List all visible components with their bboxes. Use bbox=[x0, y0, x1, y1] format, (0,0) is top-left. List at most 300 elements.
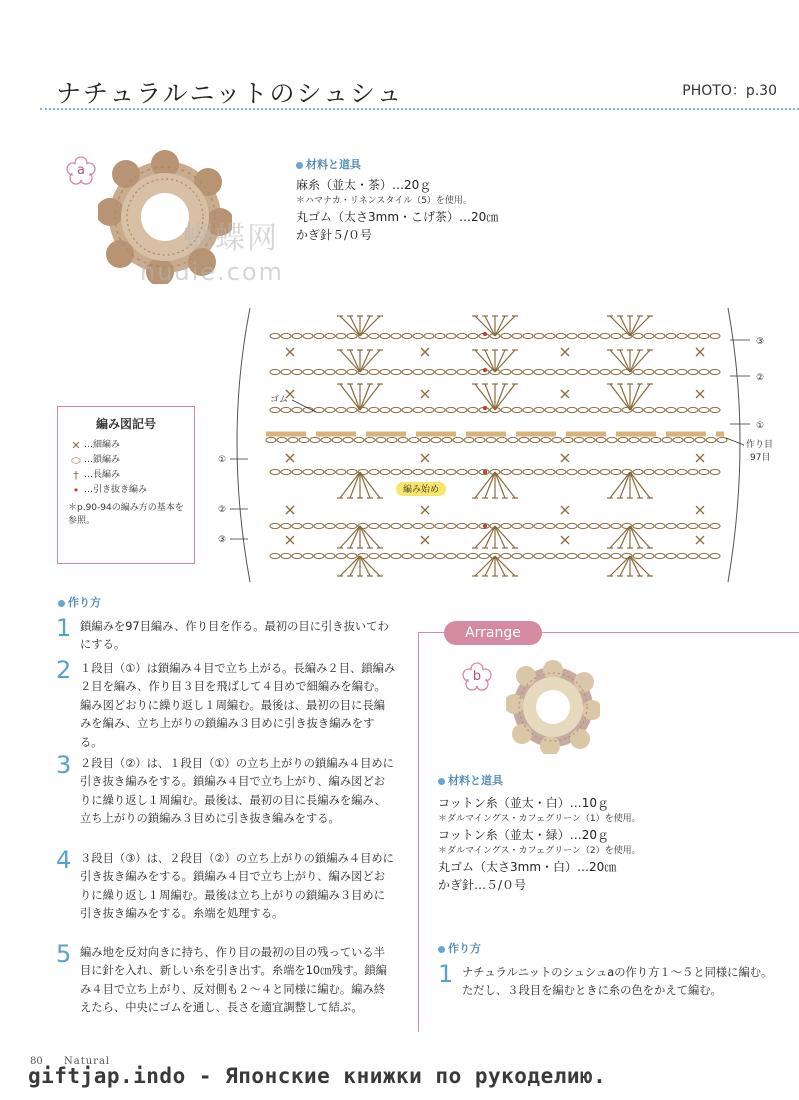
double-crochet bbox=[475, 472, 495, 498]
chain-stitch bbox=[468, 369, 478, 374]
double-crochet bbox=[350, 526, 360, 548]
double-crochet bbox=[360, 350, 370, 372]
scrunchie-b-photo bbox=[506, 660, 600, 754]
bullet-icon bbox=[58, 600, 65, 607]
foundation-chain bbox=[431, 437, 441, 442]
foundation-chain bbox=[706, 437, 716, 442]
step-number: 5 bbox=[56, 940, 72, 968]
chain-stitch bbox=[413, 407, 423, 412]
chain-stitch bbox=[446, 369, 456, 374]
chain-stitch bbox=[270, 333, 280, 338]
chain-stitch bbox=[688, 553, 698, 558]
double-crochet bbox=[630, 472, 640, 498]
chain-stitch bbox=[457, 333, 467, 338]
watermark-url: hudie.com bbox=[140, 258, 284, 286]
foundation-chain bbox=[640, 437, 650, 442]
material-line: コットン糸（並太・白）…10ｇ bbox=[438, 796, 610, 810]
legend-item: † …長編み bbox=[68, 468, 184, 483]
chain-stitch bbox=[413, 523, 423, 528]
chain-stitch bbox=[325, 523, 335, 528]
double-crochet bbox=[610, 316, 630, 336]
chain-stitch bbox=[457, 469, 467, 474]
step-number: 1 bbox=[438, 960, 454, 988]
row-label-1-left: ① bbox=[218, 455, 227, 465]
double-crochet bbox=[630, 556, 650, 576]
chain-stitch bbox=[424, 333, 434, 338]
step-number: 3 bbox=[56, 751, 72, 779]
single-crochet bbox=[561, 454, 569, 462]
foundation-chain bbox=[453, 437, 463, 442]
step-text: ３段目（③）は、２段目（②）の立ち上がりの鎖編み４目めに引き抜き編みをする。鎖編み４目で立ち上がり、編み図どおりに繰り返し１周編む。最後は立ち上がりの鎖編み３目めに引き抜き編みをする。糸端を処理する。 bbox=[80, 852, 394, 921]
chain-stitch bbox=[413, 333, 423, 338]
foundation-chain bbox=[596, 437, 606, 442]
chain-stitch bbox=[699, 523, 709, 528]
chain-stitch bbox=[292, 469, 302, 474]
double-crochet bbox=[360, 556, 370, 576]
chain-stitch bbox=[545, 369, 555, 374]
double-crochet bbox=[360, 350, 380, 372]
chain-stitch bbox=[545, 333, 555, 338]
material-line: かぎ針…５/０号 bbox=[438, 878, 527, 892]
stitch-legend bbox=[57, 406, 195, 564]
double-crochet bbox=[350, 384, 360, 410]
chain-stitch-icon: ⬭ bbox=[71, 454, 81, 467]
chain-stitch bbox=[710, 333, 720, 338]
chain-stitch bbox=[468, 553, 478, 558]
legend-note: ＊p.90-94の編み方の基本を参照。 bbox=[68, 503, 184, 526]
chain-stitch bbox=[655, 333, 665, 338]
badge-letter: b bbox=[472, 669, 482, 684]
watermark-text: 蝴蝶网 bbox=[183, 221, 279, 256]
double-crochet bbox=[630, 350, 650, 372]
chain-stitch bbox=[567, 407, 577, 412]
chain-stitch bbox=[413, 469, 423, 474]
double-crochet bbox=[620, 526, 630, 548]
chain-stitch bbox=[446, 523, 456, 528]
chain-stitch bbox=[600, 407, 610, 412]
double-crochet bbox=[340, 350, 360, 372]
foundation-chain bbox=[420, 437, 430, 442]
chain-stitch bbox=[589, 553, 599, 558]
slip-stitch bbox=[483, 332, 487, 336]
foundation-chain bbox=[464, 437, 474, 442]
foundation-count: 97目 bbox=[750, 453, 771, 463]
foundation-chain bbox=[585, 437, 595, 442]
single-crochet bbox=[561, 348, 569, 356]
chain-stitch bbox=[369, 523, 379, 528]
double-crochet bbox=[475, 526, 495, 548]
material-line: 麻糸（並太・茶）…20ｇ bbox=[296, 178, 432, 192]
double-crochet bbox=[360, 384, 370, 410]
foundation-chain bbox=[673, 437, 683, 442]
chain-stitch bbox=[578, 523, 588, 528]
chain-stitch bbox=[369, 553, 379, 558]
chain-stitch bbox=[512, 333, 522, 338]
double-crochet bbox=[495, 384, 505, 410]
chain-stitch bbox=[512, 523, 522, 528]
chain-stitch bbox=[468, 469, 478, 474]
chain-stitch bbox=[556, 553, 566, 558]
title-divider bbox=[40, 108, 799, 110]
bullet-icon bbox=[438, 778, 445, 785]
chain-stitch bbox=[567, 553, 577, 558]
chain-stitch bbox=[391, 369, 401, 374]
chain-stitch bbox=[633, 333, 643, 338]
step-text: 鎖編みを97目編み、作り目を作る。最初の目に引き抜いてわにする。 bbox=[80, 620, 389, 652]
chain-stitch bbox=[512, 469, 522, 474]
chain-stitch bbox=[567, 369, 577, 374]
chain-stitch bbox=[534, 553, 544, 558]
material-line: コットン糸（並太・緑）…20ｇ bbox=[438, 828, 610, 842]
chain-stitch bbox=[556, 369, 566, 374]
single-crochet bbox=[421, 536, 429, 544]
foundation-chain bbox=[354, 437, 364, 442]
chain-stitch bbox=[666, 469, 676, 474]
chain-stitch bbox=[501, 523, 511, 528]
chain-stitch bbox=[435, 407, 445, 412]
chain-stitch bbox=[402, 407, 412, 412]
page-title: ナチュラルニットのシュシュ bbox=[56, 79, 404, 108]
foundation-chain bbox=[365, 437, 375, 442]
chain-stitch bbox=[391, 523, 401, 528]
chain-stitch bbox=[402, 369, 412, 374]
chain-stitch bbox=[710, 407, 720, 412]
chain-stitch bbox=[380, 469, 390, 474]
chain-stitch bbox=[710, 369, 720, 374]
chain-stitch bbox=[523, 553, 533, 558]
step-number: 2 bbox=[56, 656, 72, 684]
badge-letter: a bbox=[77, 163, 85, 178]
chain-stitch bbox=[688, 407, 698, 412]
chain-stitch bbox=[644, 369, 654, 374]
double-crochet bbox=[340, 526, 360, 548]
chain-stitch bbox=[512, 369, 522, 374]
double-crochet-icon: † bbox=[73, 469, 79, 482]
double-crochet bbox=[630, 316, 650, 336]
chain-stitch bbox=[644, 469, 654, 474]
slip-stitch-icon: • bbox=[72, 484, 80, 497]
double-crochet bbox=[630, 384, 640, 410]
chain-stitch bbox=[534, 369, 544, 374]
double-crochet bbox=[495, 350, 505, 372]
chain-stitch bbox=[600, 523, 610, 528]
chain-stitch bbox=[424, 553, 434, 558]
double-crochet bbox=[620, 384, 630, 410]
double-crochet bbox=[495, 350, 515, 372]
chain-stitch bbox=[402, 469, 412, 474]
chain-stitch bbox=[534, 523, 544, 528]
foundation-chain bbox=[574, 437, 584, 442]
material-note: ＊ダルマイングス・カフェグリーン（1）を使用。 bbox=[438, 814, 641, 824]
foundation-chain bbox=[497, 437, 507, 442]
chain-stitch bbox=[270, 553, 280, 558]
double-crochet bbox=[340, 472, 360, 498]
chain-stitch bbox=[556, 523, 566, 528]
chain-stitch bbox=[600, 333, 610, 338]
single-crochet bbox=[696, 536, 704, 544]
chain-stitch bbox=[402, 523, 412, 528]
double-crochet bbox=[360, 384, 380, 410]
foundation-chain bbox=[541, 437, 551, 442]
chain-stitch bbox=[457, 407, 467, 412]
arrange-label: Arrange bbox=[444, 621, 542, 645]
chart-right-border bbox=[728, 308, 740, 582]
slip-stitch bbox=[483, 406, 487, 410]
chain-stitch bbox=[347, 333, 357, 338]
foundation-chain bbox=[277, 437, 287, 442]
legend-item: ✕ …細編み bbox=[68, 438, 184, 453]
chain-stitch bbox=[314, 333, 324, 338]
chain-stitch bbox=[633, 523, 643, 528]
chain-stitch bbox=[336, 553, 346, 558]
foundation-label: 作り目 bbox=[746, 440, 774, 450]
chain-stitch bbox=[391, 469, 401, 474]
double-crochet bbox=[360, 316, 370, 336]
rubber-pointer bbox=[292, 400, 316, 412]
chain-stitch bbox=[534, 407, 544, 412]
chain-stitch bbox=[435, 469, 445, 474]
chain-stitch bbox=[413, 553, 423, 558]
chain-stitch bbox=[655, 553, 665, 558]
chain-stitch bbox=[545, 523, 555, 528]
chain-stitch bbox=[578, 369, 588, 374]
chain-stitch bbox=[611, 407, 621, 412]
row-label-3-left: ③ bbox=[218, 535, 227, 545]
chain-stitch bbox=[501, 333, 511, 338]
method-step bbox=[56, 751, 396, 829]
step-number: 4 bbox=[56, 846, 72, 874]
chain-stitch bbox=[677, 469, 687, 474]
foundation-chain bbox=[387, 437, 397, 442]
foundation-chain bbox=[629, 437, 639, 442]
chain-stitch bbox=[567, 469, 577, 474]
start-label: 編み始め bbox=[403, 485, 440, 495]
chain-stitch bbox=[523, 407, 533, 412]
chain-stitch bbox=[556, 407, 566, 412]
chain-stitch bbox=[314, 523, 324, 528]
chain-stitch bbox=[523, 369, 533, 374]
rubber-label: ゴム bbox=[270, 395, 289, 405]
single-crochet bbox=[421, 390, 429, 398]
double-crochet bbox=[610, 384, 630, 410]
chain-stitch bbox=[380, 333, 390, 338]
chain-stitch bbox=[600, 369, 610, 374]
chain-stitch bbox=[578, 333, 588, 338]
chain-stitch bbox=[281, 407, 291, 412]
chain-stitch bbox=[413, 369, 423, 374]
double-crochet bbox=[630, 350, 640, 372]
chain-stitch bbox=[688, 333, 698, 338]
chain-stitch bbox=[424, 469, 434, 474]
double-crochet bbox=[620, 350, 630, 372]
chain-stitch bbox=[380, 523, 390, 528]
method-step bbox=[56, 656, 396, 752]
double-crochet bbox=[485, 472, 495, 498]
foundation-chain bbox=[717, 437, 727, 442]
chain-stitch bbox=[699, 369, 709, 374]
chain-stitch bbox=[281, 469, 291, 474]
foundation-chain bbox=[618, 437, 628, 442]
row-label-3-right: ③ bbox=[756, 337, 765, 347]
double-crochet bbox=[495, 526, 515, 548]
chain-stitch bbox=[578, 407, 588, 412]
chain-stitch bbox=[303, 469, 313, 474]
chain-stitch bbox=[501, 369, 511, 374]
step-text: 編み地を反対向きに持ち、作り目の最初の目の残っている半目に針を入れ、新しい糸を引き出す。糸端を10㎝残す。鎖編み４目で立ち上がり、反対側も２〜４と同様に編む。編み終えたら、中央にゴムを通し、長さを適宜調整して結ぶ。 bbox=[80, 946, 387, 1015]
single-crochet bbox=[696, 390, 704, 398]
single-crochet bbox=[286, 454, 294, 462]
chain-stitch bbox=[578, 469, 588, 474]
double-crochet bbox=[495, 316, 505, 336]
double-crochet bbox=[340, 556, 360, 576]
foundation-chain bbox=[563, 437, 573, 442]
chain-stitch bbox=[677, 553, 687, 558]
chain-stitch bbox=[380, 553, 390, 558]
chain-stitch bbox=[336, 469, 346, 474]
chain-stitch bbox=[281, 333, 291, 338]
double-crochet bbox=[340, 384, 360, 410]
single-crochet bbox=[421, 506, 429, 514]
double-crochet bbox=[620, 556, 630, 576]
double-crochet bbox=[495, 472, 515, 498]
chain-stitch bbox=[666, 407, 676, 412]
chain-stitch bbox=[435, 523, 445, 528]
chain-stitch bbox=[589, 469, 599, 474]
single-crochet bbox=[561, 536, 569, 544]
material-note: ＊ハマナカ・リネンスタイル（5）を使用。 bbox=[296, 196, 472, 206]
chain-stitch bbox=[611, 553, 621, 558]
chain-stitch bbox=[369, 333, 379, 338]
chain-stitch bbox=[501, 407, 511, 412]
material-line: 丸ゴム（太さ3mm・白）…20㎝ bbox=[438, 860, 617, 874]
step-number: 1 bbox=[56, 614, 72, 642]
double-crochet bbox=[485, 556, 495, 576]
double-crochet bbox=[630, 384, 650, 410]
chain-stitch bbox=[699, 407, 709, 412]
chain-stitch bbox=[644, 333, 654, 338]
arrange-method-heading: 作り方 bbox=[438, 940, 481, 956]
method-step bbox=[56, 940, 396, 1018]
double-crochet bbox=[495, 556, 505, 576]
double-crochet bbox=[350, 350, 360, 372]
chain-stitch bbox=[666, 523, 676, 528]
chain-stitch bbox=[545, 407, 555, 412]
step-text: １段目（①）は鎖編み４目で立ち上がる。長編み２目、鎖編み２目を編み、作り目３目を飛ばして４目めで細編みを編む。編み図どおりに繰り返し１周編む。最後は、最初の目に長編みを編み、立ち上がりの鎖編み３目めに引き抜き編みをする。 bbox=[80, 662, 396, 749]
bullet-icon bbox=[438, 946, 445, 953]
chain-stitch bbox=[292, 523, 302, 528]
single-crochet bbox=[696, 348, 704, 356]
double-crochet bbox=[360, 472, 380, 498]
chain-stitch bbox=[347, 407, 357, 412]
chain-stitch bbox=[446, 469, 456, 474]
chain-stitch bbox=[380, 369, 390, 374]
double-crochet bbox=[495, 472, 505, 498]
chain-stitch bbox=[303, 523, 313, 528]
double-crochet bbox=[630, 526, 650, 548]
chain-stitch bbox=[666, 369, 676, 374]
chain-stitch bbox=[347, 369, 357, 374]
chain-stitch bbox=[336, 407, 346, 412]
chain-stitch bbox=[446, 333, 456, 338]
chain-stitch bbox=[479, 553, 489, 558]
chain-stitch bbox=[435, 369, 445, 374]
foundation-chain bbox=[442, 437, 452, 442]
double-crochet bbox=[350, 472, 360, 498]
chain-stitch bbox=[292, 553, 302, 558]
chain-stitch bbox=[666, 553, 676, 558]
chain-stitch bbox=[633, 369, 643, 374]
arrange-step bbox=[438, 960, 778, 1001]
chain-stitch bbox=[644, 553, 654, 558]
foundation-chain bbox=[299, 437, 309, 442]
double-crochet bbox=[360, 526, 380, 548]
chain-stitch bbox=[655, 469, 665, 474]
chain-stitch bbox=[633, 553, 643, 558]
double-crochet bbox=[620, 472, 630, 498]
chain-stitch bbox=[347, 553, 357, 558]
slip-stitch bbox=[483, 524, 487, 528]
chain-stitch bbox=[600, 469, 610, 474]
double-crochet bbox=[360, 472, 370, 498]
chain-stitch bbox=[314, 469, 324, 474]
chain-stitch bbox=[292, 407, 302, 412]
step-text: ２段目（②）は、１段目（①）の立ち上がりの鎖編み４目めに引き抜き編みをする。鎖編み４目で立ち上がり、編み図どおりに繰り返し１周編む。最後は、最初の目に長編みを編み、立ち上がりの鎖編み３目めに引き抜き編みをする。 bbox=[80, 757, 394, 826]
row-label-2-right: ② bbox=[756, 373, 765, 383]
slip-stitch bbox=[483, 470, 487, 474]
materials-heading: 材料と道具 bbox=[438, 772, 788, 788]
chain-stitch bbox=[545, 469, 555, 474]
chain-stitch bbox=[468, 333, 478, 338]
foundation-chain bbox=[486, 437, 496, 442]
chain-stitch bbox=[457, 553, 467, 558]
chain-stitch bbox=[523, 333, 533, 338]
method-step bbox=[56, 614, 396, 655]
foundation-chain bbox=[651, 437, 661, 442]
double-crochet bbox=[610, 350, 630, 372]
chain-stitch bbox=[534, 469, 544, 474]
chain-stitch bbox=[655, 523, 665, 528]
chain-stitch bbox=[281, 553, 291, 558]
legend-item: ⬭ …鎖編み bbox=[68, 453, 184, 468]
double-crochet bbox=[495, 526, 505, 548]
foundation-chain bbox=[321, 437, 331, 442]
foundation-chain bbox=[519, 437, 529, 442]
double-crochet bbox=[485, 384, 495, 410]
chain-stitch bbox=[567, 333, 577, 338]
chain-stitch bbox=[457, 523, 467, 528]
chain-stitch bbox=[611, 523, 621, 528]
chain-stitch bbox=[347, 523, 357, 528]
chain-stitch bbox=[611, 369, 621, 374]
chain-stitch bbox=[347, 469, 357, 474]
chain-stitch bbox=[435, 333, 445, 338]
double-crochet bbox=[610, 526, 630, 548]
foundation-chain bbox=[662, 437, 672, 442]
chain-stitch bbox=[391, 553, 401, 558]
chain-stitch bbox=[589, 523, 599, 528]
foundation-chain bbox=[266, 437, 276, 442]
chain-stitch bbox=[424, 407, 434, 412]
chain-stitch bbox=[710, 523, 720, 528]
legend-item: • …引き抜き編み bbox=[68, 483, 184, 498]
chain-stitch bbox=[501, 469, 511, 474]
foundation-chain bbox=[695, 437, 705, 442]
chain-stitch bbox=[611, 469, 621, 474]
chain-stitch bbox=[325, 469, 335, 474]
method-step bbox=[56, 846, 396, 924]
badge-a bbox=[66, 156, 96, 186]
materials-b bbox=[438, 772, 788, 894]
